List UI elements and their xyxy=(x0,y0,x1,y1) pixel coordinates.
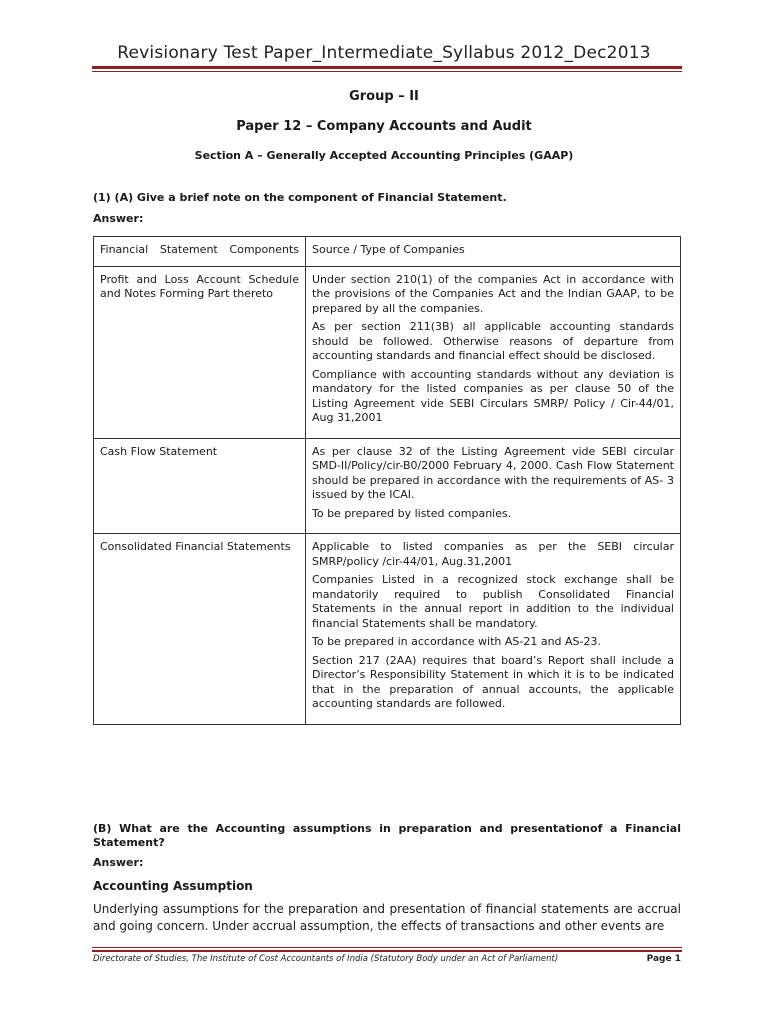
table-cell-source xyxy=(306,266,681,438)
table-cell-paragraph: Compliance with accounting standards without any deviation is mandatory for the listed companies as per clause 50 of the Listing Agreement vide SEBI Circulars SMRP/ Policy / Cir-44/01, Aug 31,2001 xyxy=(312,367,674,424)
question-a: (1) (A) Give a brief note on the component of Financial Statement. xyxy=(93,191,507,204)
header-rule-thin xyxy=(92,71,682,72)
group-heading: Group – II xyxy=(349,89,419,104)
table-cell-component: Consolidated Financial Statements xyxy=(94,534,306,725)
table-header-cell: Source / Type of Companies xyxy=(306,237,681,267)
table-cell-paragraph: To be prepared by listed companies. xyxy=(312,506,512,520)
paper-heading: Paper 12 – Company Accounts and Audit xyxy=(236,119,532,134)
table-header-cell: Financial Statement Components xyxy=(94,237,306,267)
table-cell-paragraph: Under section 210(1) of the companies Act in accordance with the provisions of the Companies Act and the Indian GAAP, to be prepared by all the companies. xyxy=(312,272,674,315)
financial-statement-table xyxy=(93,236,681,725)
answer-label-a: Answer: xyxy=(93,212,144,225)
table-cell-paragraph: As per clause 32 of the Listing Agreement vide SEBI circular SMD-II/Policy/cir-B0/2000 February 4, 2000. Cash Flow Statement should be prepared in accordance with the requirements of AS- 3 issued by the ICAI. xyxy=(312,444,674,501)
table-cell-component: Profit and Loss Account Schedule and Notes Forming Part thereto xyxy=(94,266,306,438)
table-header-row xyxy=(94,237,681,267)
table-cell-paragraph: Section 217 (2AA) requires that board’s Report shall include a Director’s Responsibility Statement in which it is to be indicated that in the preparation of annual accounts, the applicable accounting standards are followed. xyxy=(312,653,674,710)
section-heading: Section A – Generally Accepted Accounting Principles (GAAP) xyxy=(194,149,574,162)
table-cell-paragraph: Applicable to listed companies as per the SEBI circular SMRP/policy /cir-44/01, Aug.31,2001 xyxy=(312,540,674,568)
page-number: Page 1 xyxy=(646,954,681,964)
table-cell-paragraph: To be prepared in accordance with AS-21 and AS-23. xyxy=(312,635,601,648)
footer-institute-text: Directorate of Studies, The Institute of Cost Accountants of India (Statutory Body under an Act of Parliament) xyxy=(93,954,559,964)
table-cell-paragraph: As per section 211(3B) all applicable accounting standards should be followed. Otherwise reasons of departure from accounting standards and financial effect should be disclosed. xyxy=(312,320,674,362)
table-row xyxy=(94,266,681,438)
table-cell-source xyxy=(306,534,681,725)
page-header-title: Revisionary Test Paper_Intermediate_Syllabus 2012_Dec2013 xyxy=(117,43,651,63)
answer-label-b: Answer: xyxy=(93,856,144,869)
table-row xyxy=(94,534,681,725)
table-row xyxy=(94,438,681,534)
accounting-assumption-heading: Accounting Assumption xyxy=(93,879,253,893)
table-cell-component: Cash Flow Statement xyxy=(94,438,306,534)
footer-rule-thick xyxy=(92,950,682,952)
header-rule-thick xyxy=(92,66,682,69)
question-b: (B) What are the Accounting assumptions in preparation and presentationof a Financial Statement? xyxy=(93,822,681,849)
table-cell-source xyxy=(306,438,681,534)
accounting-assumption-paragraph: Underlying assumptions for the preparation and presentation of financial statements are accrual and going concern. Under accrual assumption, the effects of transactions and other events are xyxy=(93,902,681,933)
table-cell-paragraph: Companies Listed in a recognized stock exchange shall be mandatorily required to publish Consolidated Financial Statements in the annual report in addition to the individual financial Statements shall be mandatory. xyxy=(312,573,674,630)
footer-rule-thin xyxy=(92,947,682,948)
